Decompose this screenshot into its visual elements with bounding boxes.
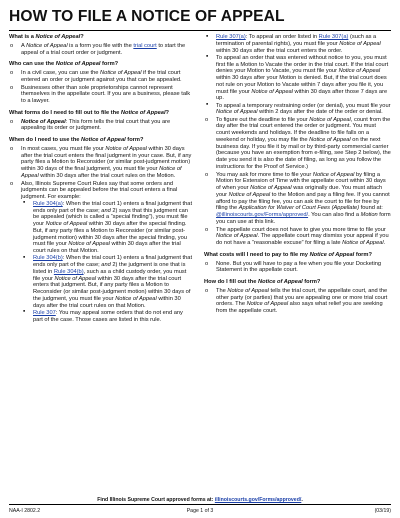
sub-list-item: ▪ Rule 304(a): When the trial court 1) enters a final judgment that ends only part of the case; and 2) says that this judgment can be appealed (which is called a “special finding”), you must file your Notice of Appeal within 30 days after the special finding. But, if any party files a Motion to Reconsider (or similar post-judgment motion) within 30 days after the special finding, you must file your Notice of Appeal within 30 days after the trial court rules on that Motion.	[23, 199, 193, 254]
square-bullet-icon: ▪	[206, 53, 209, 61]
footer-forms-link[interactable]: illinoiscourts.gov/Forms/approved/	[214, 497, 302, 503]
list-item: o None. But you will have to pay a fee when you file your Docketing Statement in the appellate court.	[205, 260, 382, 274]
item-list	[204, 288, 391, 315]
revision-date: (03/19)	[374, 508, 391, 514]
section-how-to-fill	[204, 279, 391, 315]
square-bullet-icon: ▪	[206, 101, 209, 108]
rule-307-link[interactable]: Rule 307	[33, 309, 56, 316]
left-column	[9, 34, 194, 328]
page-title: HOW TO FILE A NOTICE OF APPEAL	[9, 8, 285, 25]
sub-list	[204, 34, 391, 116]
circle-bullet-icon: o	[205, 260, 209, 267]
rule-304b-link[interactable]: Rule 304(b)	[53, 268, 84, 275]
circle-bullet-icon: o	[10, 180, 14, 187]
sub-list-item: ▪ Rule 307(a): To appeal an order listed in Rule 307(a) (such as a termination of parental rights), you must file your Notice of Appeal within 30 days after the trial court enters the order.	[206, 32, 381, 54]
rule-307a-link[interactable]: Rule 307(a)	[318, 34, 349, 40]
title-rule	[9, 30, 391, 31]
circle-bullet-icon: o	[205, 116, 209, 123]
circle-bullet-icon: o	[10, 84, 14, 91]
rule-304a-link[interactable]: Rule 304(a)	[33, 200, 63, 207]
item-list	[204, 117, 391, 247]
circle-bullet-icon: o	[10, 118, 14, 125]
square-bullet-icon: ▪	[206, 32, 209, 40]
list-item: o You may ask for more time to file your Notice of Appeal by filing a Motion for Extension of Time with the appellate court within 30 days of when your Notice of Appeal was originally due. You must attach your Notice of Appeal to the Motion and pay a filing fee. If you cannot afford to pay the filing fee, you can ask the court to file for free by filing the Application for Waiver of Court Fees (Appellate) found at: @illinoiscourts.gov/Forms/approved/. You can also find a Motion form you can use at this link.	[205, 171, 391, 225]
section-what-is	[9, 34, 194, 56]
section-what-forms	[9, 110, 194, 132]
section-who-can-use	[9, 61, 194, 105]
circle-bullet-icon: o	[205, 287, 209, 294]
list-item: o The Notice of Appeal tells the trial court, the appellate court, and the other party (or parties) that you are appealing one or more trial court orders. The Notice of Appeal also says what relief you are seeking from the appellate court.	[205, 287, 388, 314]
circle-bullet-icon: o	[10, 70, 14, 76]
rule-307a-link[interactable]: Rule 307(a)	[216, 34, 246, 40]
right-column	[204, 34, 391, 320]
sub-list-item: ▪ Rule 304(b): When the trial court 1) enters a final judgment that ends only part of the case; and 2) the judgment is one that is listed in Rule 304(b), such as a child custody order, you must file your Notice of Appeal within 30 days after the trial court enters that judgment. But, if any party files a Motion to Reconsider (or similar post-judgment motion) within 30 days of the judgment, you must file your Notice of Appeal within 30 days after the trial court rules on that Motion.	[23, 253, 193, 309]
list-item: o Also, Illinois Supreme Court Rules say that some orders and judgments can be appealed before the trial court enters a final judgment. For example: ▪ Rule 304(a): When the trial court 1) enters a final judgment that ends only part of the case; and 2) says that this judgment can be appealed (which is called a “special finding”), you must file your Notice of Appeal within 30 days after the special finding. But, if any party files a Motion to Reconsider (or similar post-judgment motion) within 30 days after the special finding, you must file your Notice of Appeal within 30 days after the trial court rules on that Motion. ▪ Rule 304(b): When the trial court 1) enters a final judgment that ends only part of the case; and 2) the judgment is one that is listed in Rule 304(b), such as a child custody order, you must file your Notice of Appeal within 30 days after the trial court enters that judgment. But, if any party files a Motion to Reconsider (or similar post-judgment motion) within 30 days of the judgment, you must file your Notice of Appeal within 30 days after the trial court rules on that Motion. ▪ Rule 307: You may appeal some orders that do not end any part of the case. Those cases are listed in this rule.	[10, 180, 193, 323]
footer-forms-note: Find Illinois Supreme Court approved forms at: illinoiscourts.gov/Forms/approved/.	[97, 497, 303, 503]
list-item: o A Notice of Appeal is a form you file with the trial court to start the appeal of a trial court order or judgment.	[10, 42, 186, 56]
square-bullet-icon: ▪	[23, 308, 26, 316]
forms-approved-link[interactable]: @illinoiscourts.gov/Forms/approved/	[216, 212, 309, 218]
sub-list	[21, 201, 194, 324]
item-list	[204, 261, 391, 275]
trial-court-link[interactable]: trial court	[133, 42, 157, 49]
item-list	[9, 43, 194, 57]
square-bullet-icon: ▪	[23, 199, 26, 207]
sub-list-item: ▪ To appeal a temporary restraining order (or denial), you must file your Notice of Appeal within 2 days after the date of the order or denial.	[206, 101, 391, 116]
circle-bullet-icon: o	[205, 226, 209, 233]
section-heading: Who can use the Notice of Appeal form?	[9, 61, 119, 68]
item-list	[9, 146, 194, 324]
section-costs	[204, 252, 391, 274]
page-number: Page 1 of 3	[186, 508, 214, 514]
list-item: o Businesses other than sole proprietorships cannot represent themselves in the appellate court. If you are a business, please talk to a lawyer.	[10, 84, 191, 104]
list-item: o The appellate court does not have to give you more time to file your Notice of Appeal. The appellate court may dismiss your appeal if you do not have a “reasonable excuse” for filing a late Notice of Appeal.	[205, 226, 389, 246]
list-item: o In most cases, you must file your Notice of Appeal within 30 days after the trial court enters the final judgment in your case. But, if any party files a Motion to Reconsider (or similar post-judgment motion) within 30 days of the final judgment, you must file your Notice of Appeal within 30 days after the trial court rules on the Motion.	[10, 145, 192, 179]
section-heading: What forms do I need to fill out to file the Notice of Appeal?	[9, 109, 170, 116]
item-list	[9, 119, 194, 133]
section-heading: What is a Notice of Appeal?	[9, 34, 84, 40]
item-list	[9, 70, 194, 105]
sub-list-item: ▪ Rule 307: You may appeal some orders that do not end any part of the case. Those cases are listed in this rule.	[23, 308, 183, 323]
circle-bullet-icon: o	[10, 145, 14, 152]
square-bullet-icon: ▪	[23, 253, 26, 261]
footer-rule	[9, 504, 391, 505]
form-code: NAA-I 2802.2	[9, 508, 41, 514]
sub-list-item: ▪ To appeal an order that was entered without notice to you, you must first file a Motion to Vacate the order in the trial court. If the trial court denies your Motion to Vacate, you must file your Notice of Appeal within 30 days after your Motion is denied. But, if the trial court does not rule on your Motion to Vacate within 7 days after you file it, you must file your Notice of Appeal within 30 days after those 7 days are up.	[206, 53, 389, 102]
section-heading: When do I need to use the Notice of Appeal form?	[9, 137, 144, 143]
section-heading: How do I fill out the Notice of Appeal form?	[204, 279, 321, 285]
circle-bullet-icon: o	[10, 42, 14, 49]
list-item: o Notice of Appeal: This form tells the trial court that you are appealing its order or judgment.	[10, 118, 171, 132]
list-item: o In a civil case, you can use the Notice of Appeal if the trial court entered an order or judgment against you that can be appealed.	[10, 70, 182, 83]
circle-bullet-icon: o	[205, 171, 209, 178]
section-heading: What costs will I need to pay to file my Notice of Appeal form?	[204, 251, 372, 258]
list-item: o To figure out the deadline to file your Notice of Appeal, count from the day after the trial court entered the order or judgment. You must count weekends and holidays. If the deadline to file falls on a weekend or holiday, you may file the Notice of Appeal on the next business day. If you file it by mail or by third-party commercial carrier (because you have an exemption from e-filing, see Step 2 below), the date you send it is also the date of filing, as long as you follow the instructions for the Proof of Service.)	[205, 116, 391, 170]
section-when-to-use	[9, 137, 194, 323]
rule-304b-link[interactable]: Rule 304(b)	[33, 255, 63, 262]
